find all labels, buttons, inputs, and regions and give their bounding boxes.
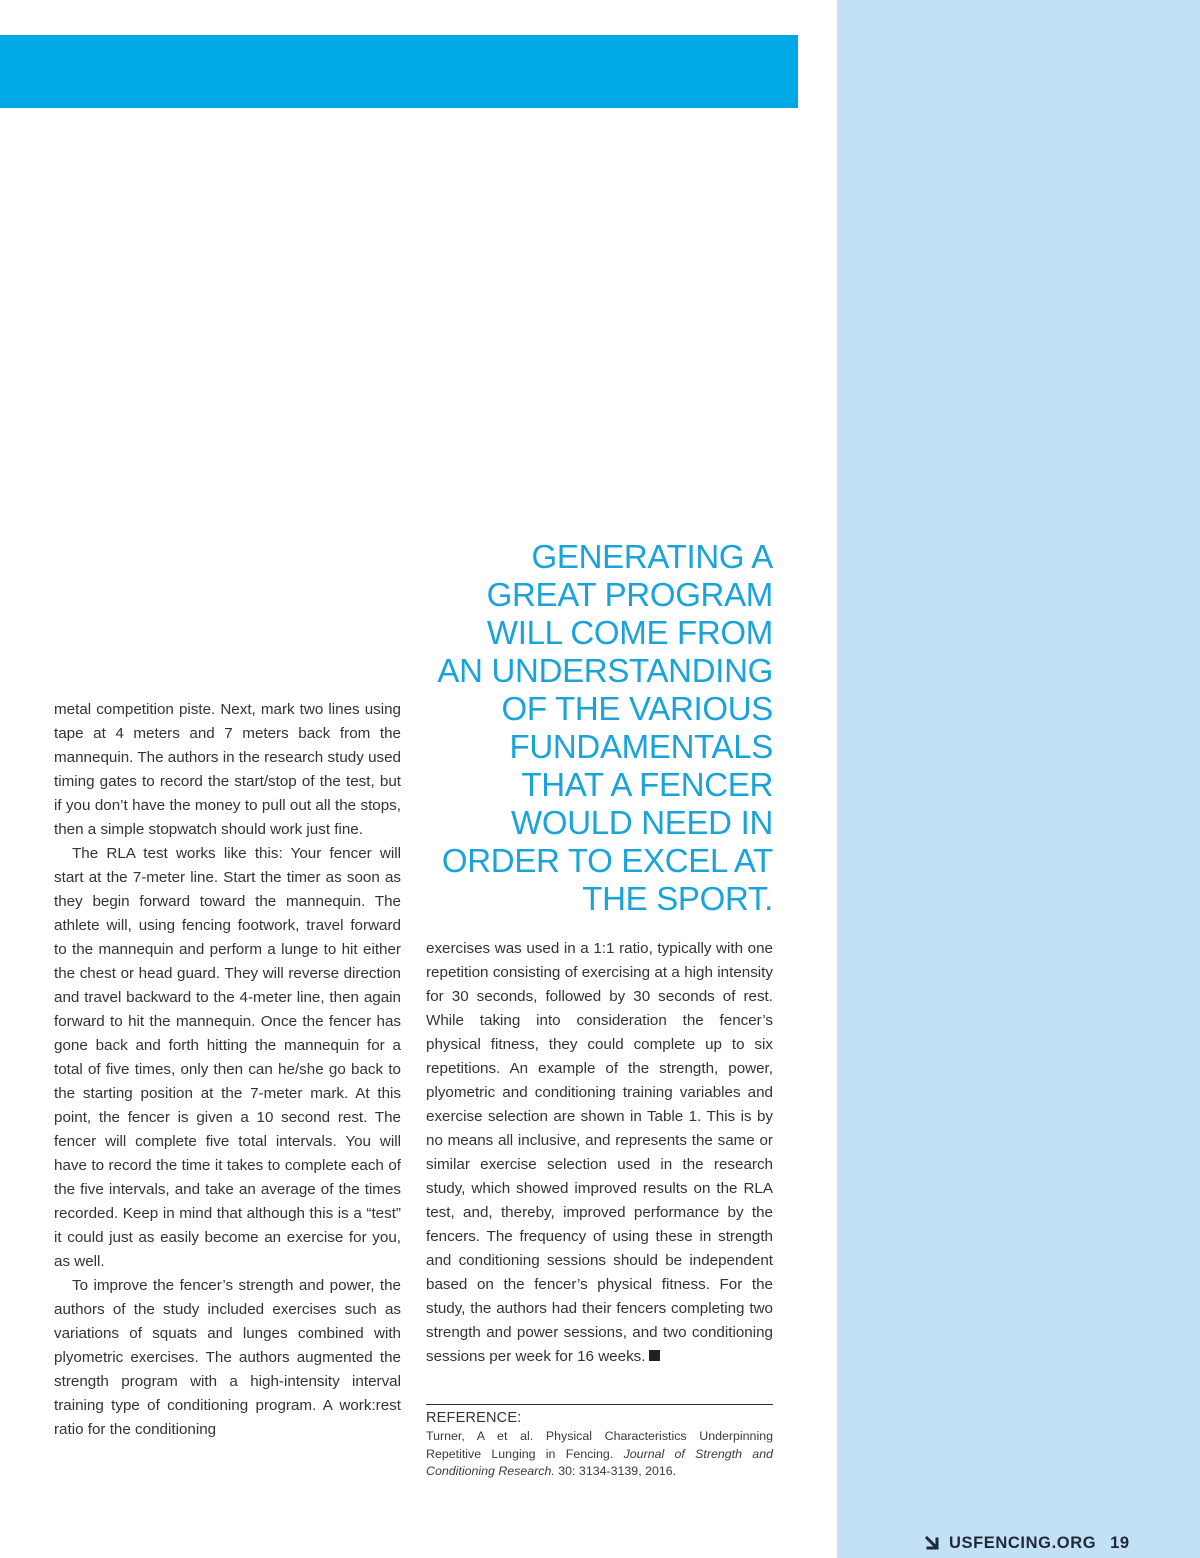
pull-quote-line: FUNDAMENTALS xyxy=(509,728,773,765)
footer-site-link[interactable]: USFENCING.ORG xyxy=(949,1533,1097,1552)
left-column xyxy=(54,698,401,1442)
reference-authors: Turner, A et al. Physical Characteristics Underpinning Repetitive Lunging in Fencing. xyxy=(426,1429,773,1461)
end-of-article-mark xyxy=(649,1350,660,1361)
arrow-down-right-icon xyxy=(924,1535,940,1551)
reference-details: 30: 3134-3139, 2016. xyxy=(558,1464,677,1478)
page-footer xyxy=(924,1532,1130,1554)
pull-quote-line: OF THE VARIOUS xyxy=(501,690,773,727)
pull-quote-line: AN UNDERSTANDING xyxy=(437,652,773,689)
pull-quote-line: ORDER TO EXCEL AT xyxy=(441,842,773,879)
pull-quote-line: THE SPORT. xyxy=(582,880,773,917)
left-paragraph-3: To improve the fencer’s strength and power, the authors of the study included exercises such as variations of squats and lunges combined with plyometric exercises. The authors augmented the strength program with a high-intensity interval training type of conditioning program. A work:rest ratio for the conditioning xyxy=(54,1277,401,1438)
reference-journal: Journal of Strength and Conditioning Research. xyxy=(426,1446,773,1478)
right-paragraph xyxy=(426,937,773,1369)
right-paragraph-text: exercises was used in a 1:1 ratio, typically with one repetition consisting of exercising at a high intensity for 30 seconds, followed by 30 seconds of rest. While taking into consideration the fencer’s physical fitness, they could complete up to six repetitions. An example of the strength, power, plyometric and conditioning training variables and exercise selection are shown in Table 1. This is by no means all inclusive, and represents the same or similar exercise selection used in the research study, which showed improved results on the RLA test, and, thereby, improved performance by the fencers. The frequency of using these in strength and conditioning sessions should be independent based on the fencer’s physical fitness. For the study, the authors had their fencers completing two strength and power sessions, and two conditioning sessions per week for 16 weeks. xyxy=(426,940,773,1365)
left-paragraph-1: metal competition piste. Next, mark two lines using tape at 4 meters and 7 meters back from the mannequin. The authors in the research study used timing gates to record the start/stop of the test, but if you don’t have the money to pull out all the stops, then a simple stopwatch should work just fine. xyxy=(54,701,401,838)
reference-citation xyxy=(426,1428,773,1481)
reference-heading: REFERENCE: xyxy=(426,1410,522,1426)
pull-quote-line: WILL COME FROM xyxy=(486,614,773,651)
pull-quote-line: GREAT PROGRAM xyxy=(486,576,773,613)
pull-quote-line: WOULD NEED IN xyxy=(511,804,773,841)
right-column xyxy=(426,937,773,1369)
left-paragraph-2: The RLA test works like this: Your fencer will start at the 7-meter line. Start the timer as soon as they begin forward toward the mannequin. The athlete will, using fencing footwork, travel forward to the mannequin and perform a lunge to hit either the chest or head guard. They will reverse direction and travel backward to the 4-meter line, then again forward to hit the mannequin. Once the fencer has gone back and forth hitting the mannequin for a total of five times, only then can he/she go back to the starting position at the 7-meter mark. At this point, the fencer is given a 10 second rest. The fencer will complete five total intervals. You will have to record the time it takes to complete each of the five intervals, and take an average of the times recorded. Keep in mind that although this is a “test” it could just as easily become an exercise for you, as well. xyxy=(54,845,401,1270)
pull-quote xyxy=(415,538,773,918)
side-panel xyxy=(837,0,1200,1558)
pull-quote-line: THAT A FENCER xyxy=(521,766,773,803)
top-color-bar xyxy=(0,35,798,108)
reference-divider xyxy=(426,1404,773,1405)
page-number: 19 xyxy=(1110,1533,1130,1552)
pull-quote-line: GENERATING A xyxy=(531,538,773,575)
